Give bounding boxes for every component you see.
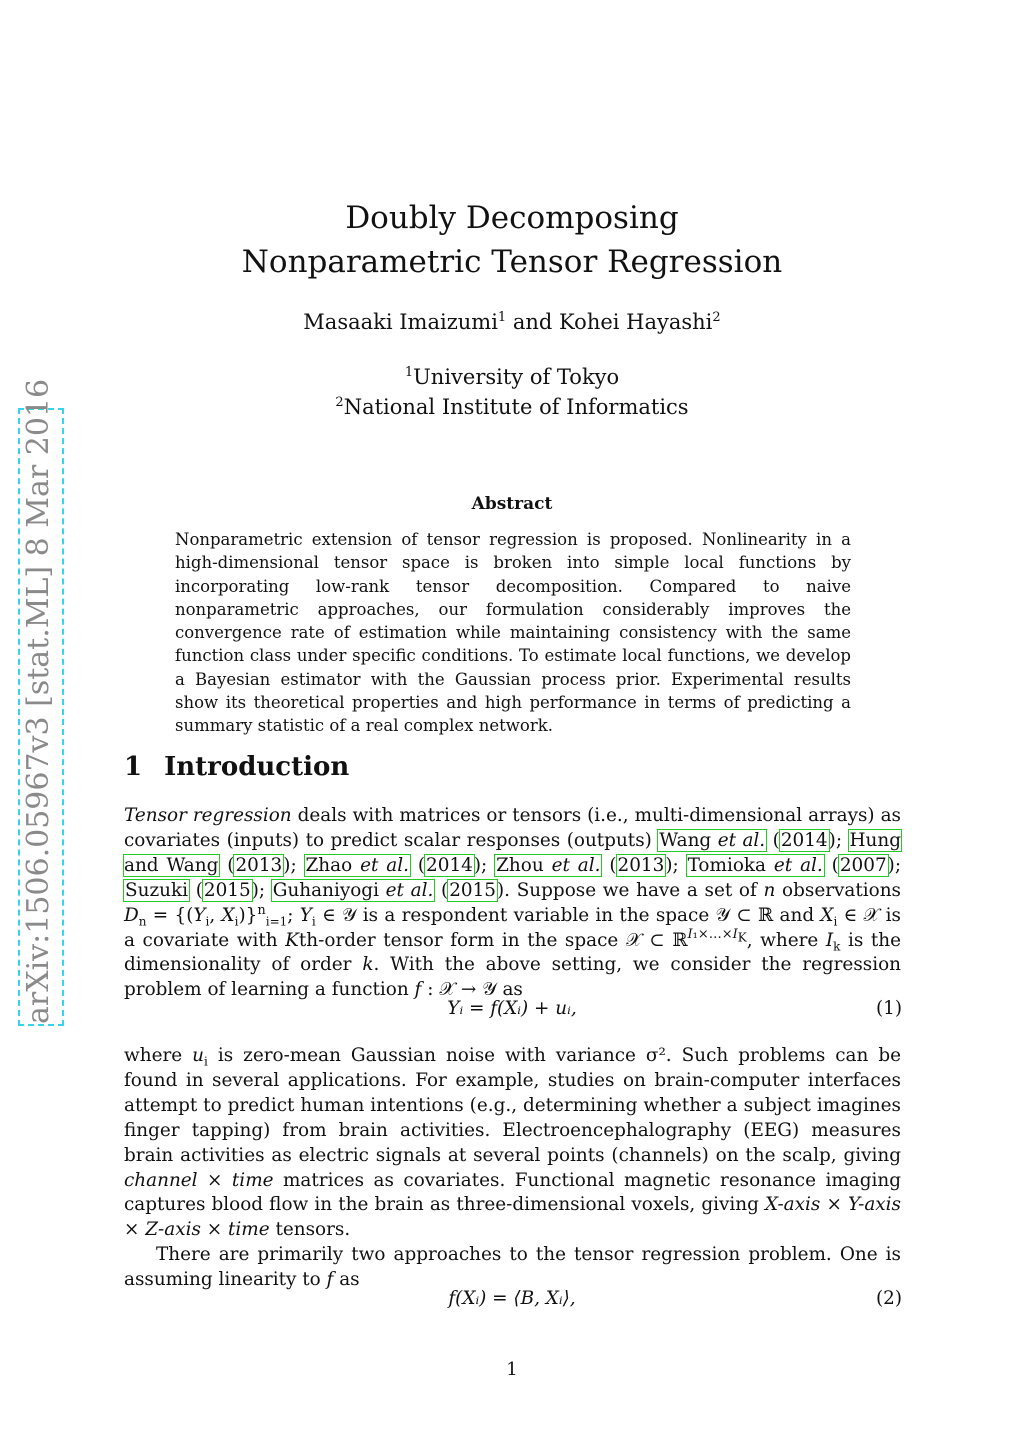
term-tensor-regression: Tensor regression [124,805,292,826]
citation-year-link[interactable]: 2014 [426,854,473,876]
section-heading [124,752,349,782]
term-channel: channel [124,1169,198,1191]
author-1-affil-mark: 1 [497,310,507,325]
equation-2-number: (2) [876,1288,903,1309]
equation-1: Yᵢ = f(Xᵢ) + uᵢ, [447,998,577,1019]
section-number: 1 [124,752,143,782]
citation-link[interactable]: Wang et al. [659,829,766,851]
intro-paragraph-3: There are primarily two approaches to the tensor regression problem. One is assuming linearity to [124,1244,901,1291]
intro-text: deals with matrices or tensors (i.e., multi-dimensional arrays) as covariates (inputs) to predict scalar responses (outputs) [124,805,901,851]
affil-1-mark: 1 [404,365,414,380]
author-2-affil-mark: 2 [712,310,721,325]
term-time: time [231,1169,274,1191]
citation-link[interactable]: Tomioka et al. [687,854,823,876]
intro-paragraph-2: where $u_i$ is zero-mean Gaussian noise with variance σ². Such problems can be found in several applications. For example, studies on brain-computer interfaces attempt to predict human intentions (e.g., determining whether a subject imagines finger tapping) from brain activities. Electroencephalography (EEG) measures brain activities as electric signals at several points (channels) on the scalp, giving channel × time matrices as covariates. Functional magnetic resonance imaging captures blood flow in the brain as three-dimensional voxels, giving X-axis × Y-axis × Z-axis × time tensors. There are primarily two approaches to the tensor regression problem. One is assuming linearity to f as [124,1045,902,1291]
intro-text: , where [746,929,826,951]
intro-text: is a respondent variable in the space [356,904,716,926]
affil-1-name: University of Tokyo [413,365,620,389]
affil-2-name: National Institute of Informatics [343,395,689,419]
intro-text: is zero-mean Gaussian noise with variance σ². Such problems can be found in several applications. For example, studies on brain-computer interfaces attempt to predict human intentions (e.g., determining whether a subject imagines finger tapping) from brain activities. Electroencephalography (EEG) measures brain activities as electric signals at several points (channels) on the scalp, giving [124,1045,901,1166]
intro-paragraph-1: Tensor regression deals with matrices or tensors (i.e., multi-dimensional arrays) as covariates (inputs) to predict scalar responses (outputs) Wang et al. (2014); Hung and Wang (2013); Zhao et al. (2014); Zhou et al. (2013); Tomioka et al. (2007); Suzuki (2015); Guhaniyogi et al. (2015). Suppose we have a set of n observations $D_n = \{(Y_i$, $X_i)\}^n_{i=1}$; $Y_i$ ∈ 𝒴 is a respondent variable in the space 𝒴 ⊂ ℝ and $X_i$ ∈ 𝒳 is a covariate with Kth-order tensor form in the space 𝒳 ⊂ ℝ$^{I_1\times\dots\times I_K}$, where $I_k$ is the dimensionality of order k. With the above setting, we consider the regression problem of learning a function f : 𝒳 → 𝒴 as [124,805,902,1001]
title-line-2: Nonparametric Tensor Regression [241,244,783,280]
title-line-1: Doubly Decomposing [345,200,679,236]
citation-year-link[interactable]: 2013 [235,854,283,876]
term-z-axis: Z-axis [145,1219,201,1241]
intro-text: is the dimensionality of order [124,929,901,976]
citation-link[interactable]: Hung and Wang [124,829,902,876]
intro-text: ). Suppose we have a set of [497,879,764,901]
citation-link[interactable]: Suzuki [125,879,189,901]
citation-year-link[interactable]: 2015 [449,879,496,901]
affiliation-2 [0,392,1024,422]
intro-text: and [773,904,821,926]
abstract-text: Nonparametric extension of tensor regression is proposed. Nonlinearity in a high-dimensional tensor space is broken into simple local functions by incorporating low-rank tensor decomposition. Compared to naive nonparametric approaches, our formulation considerably improves the convergence rate of estimation while maintaining consistency with the same function class under specific conditions. To estimate local functions, we develop a Bayesian estimator with the Gaussian process prior. Experimental results show its theoretical properties and high performance in terms of predicting a summary statistic of a real complex network. [175,530,851,736]
citation-year-link[interactable]: 2013 [617,854,665,876]
intro-text: is a covariate with [124,904,901,951]
citation-year-link[interactable]: 2007 [839,854,887,876]
intro-text: th-order tensor form in the space [298,929,626,951]
citation-link[interactable]: Guhaniyogi et al. [272,879,434,901]
intro-text: tensors. [269,1219,351,1241]
author-line [0,310,1024,334]
author-1: Masaaki Imaizumi [303,310,498,334]
equation-1-number: (1) [876,998,903,1019]
intro-text: . With the above setting, we consider the regression problem of learning a function [124,954,901,1001]
affiliation-1 [0,362,1024,392]
page-number: 1 [506,1359,518,1380]
intro-text: observations [775,879,901,901]
affil-2-mark: 2 [335,395,344,410]
citation-year-link[interactable]: 2015 [203,879,251,901]
arxiv-identifier: arXiv:1506.05967v3 [stat.ML] 8 Mar 2016 [21,378,56,1024]
term-x-axis: X-axis [765,1194,821,1216]
section-title: Introduction [164,752,350,782]
author-2: Kohei Hayashi [559,310,713,334]
intro-text: where [124,1045,193,1066]
paper-title [0,196,1024,284]
affiliations [0,362,1024,422]
equation-2: f(Xᵢ) = ⟨B, Xᵢ⟩, [448,1288,576,1309]
term-y-axis: Y-axis [847,1194,901,1216]
intro-text: matrices as covariates. Functional magnetic resonance imaging captures blood flow in the brain as three-dimensional voxels, giving [124,1169,902,1216]
citation-link[interactable]: Zhou et al. [496,854,601,876]
citation-link[interactable]: Zhao et al. [305,854,409,876]
intro-text: as [496,979,523,1001]
citation-year-link[interactable]: 2014 [780,829,828,851]
abstract-heading: Abstract [471,494,553,514]
author-separator: and [506,310,560,334]
term-time: time [228,1219,270,1241]
